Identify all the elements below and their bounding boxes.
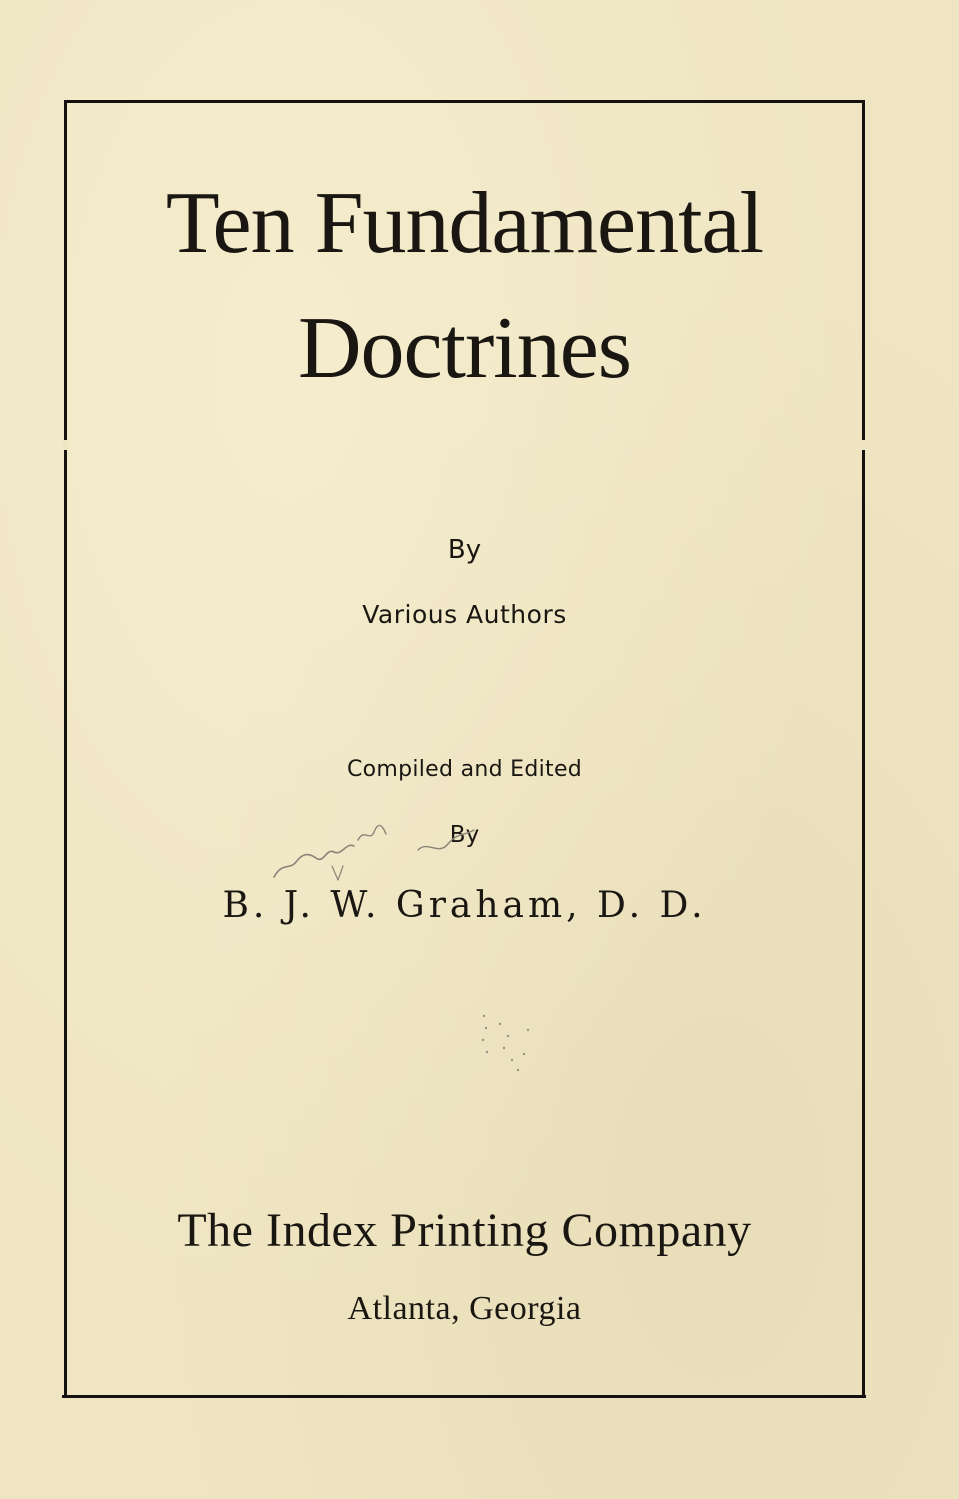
publisher-location: Atlanta, Georgia xyxy=(347,1290,582,1327)
editor-by-label: By xyxy=(449,822,480,848)
compiled-edited-label: Compiled and Edited xyxy=(346,757,583,782)
publisher-name: The Index Printing Company xyxy=(177,1204,752,1257)
authors-text: Various Authors xyxy=(362,600,567,629)
editor-name: B. J. W. Graham, D. D. xyxy=(222,885,707,926)
border-left-gap xyxy=(63,440,68,450)
border-bottom-rule xyxy=(62,1395,866,1398)
border-right-rule xyxy=(862,100,865,1398)
by-label: By xyxy=(447,535,482,565)
title-line-1: Ten Fundamental xyxy=(165,175,764,272)
border-right-gap xyxy=(861,440,866,450)
title-line-2: Doctrines xyxy=(297,300,632,397)
border-top-rule xyxy=(64,100,865,103)
pencil-marks-icon xyxy=(478,1010,538,1080)
